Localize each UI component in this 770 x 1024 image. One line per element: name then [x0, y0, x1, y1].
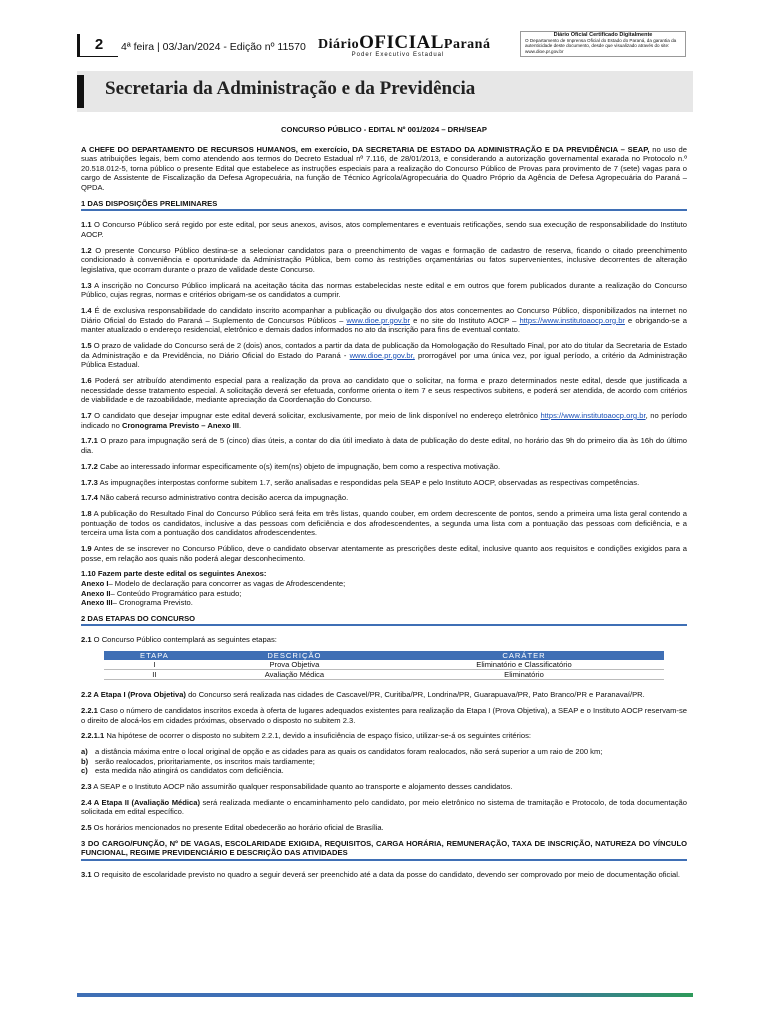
dioe-link[interactable]: www.dioe.pr.gov.br	[346, 315, 411, 325]
item-text: Os horários mencionados no presente Edital obedecerão ao horário oficial de Brasília.	[91, 823, 384, 833]
item-number: 2.3	[81, 781, 92, 791]
item-text: Na hipótese de ocorrer o disposto no subitem 2.2.1, devido a insuficiência de espaço físico, utilizar-se-á os seguintes critérios:	[104, 731, 531, 741]
certification-box	[520, 31, 686, 57]
item-text: .	[239, 420, 242, 430]
list-item	[81, 766, 687, 776]
item-number: 1.8	[81, 509, 92, 519]
anexo-item	[81, 579, 687, 589]
item-number: 1.3	[81, 280, 92, 290]
list-text: serão realocados, prioritariamente, os inscritos mais tardiamente;	[95, 756, 315, 766]
item-2-4	[81, 798, 687, 817]
edition-date: 4ª feira | 03/Jan/2024 - Edição nº 11570	[121, 41, 306, 53]
item-text: A SEAP e o Instituto AOCP não assumirão qualquer responsabilidade quanto ao transporte e alojamento desses candidatos.	[91, 781, 513, 791]
logo-oficial: OFICIAL	[359, 32, 444, 53]
col-descricao: DESCRIÇÃO	[205, 651, 384, 660]
table-row	[104, 670, 664, 680]
item-text: Antes de se inscrever no Concurso Público, deve o candidato observar atentamente as prescrições deste edital, inclusive quanto aos requisitos e condições exigidos para a posse, em relação aos quais não poderá alegar desconhecimento.	[81, 544, 687, 563]
item-text: Não caberá recurso administrativo contra decisão acerca da impugnação.	[97, 493, 349, 503]
item-1-3	[81, 281, 687, 300]
list-marker: a)	[81, 747, 88, 757]
item-number: 1.4	[81, 306, 92, 316]
item-2-2-1	[81, 706, 687, 725]
anexos-list	[81, 569, 687, 607]
item-text: O candidato que desejar impugnar este edital deverá solicitar, exclusivamente, por meio de link disponível no endereço eletrônico	[91, 410, 541, 420]
item-2-3	[81, 782, 687, 792]
item-2-1	[81, 635, 687, 645]
item-number: 2.2	[81, 690, 92, 700]
anexo-item	[81, 598, 687, 608]
section-banner	[77, 71, 693, 112]
item-1-7-1	[81, 436, 687, 455]
item-text: e obrigando-se a manter atualizado o endereço residencial, eletrônico e demais dados informados no ato da inscrição para fins de eventual contato.	[81, 315, 688, 335]
item-number: 2.5	[81, 823, 92, 833]
aocp-link[interactable]: https://www.institutoaocp.org.br	[519, 315, 625, 325]
item-2-5	[81, 823, 687, 833]
section-1-heading: 1 DAS DISPOSIÇÕES PRELIMINARES	[81, 199, 687, 212]
item-text: É de exclusiva responsabilidade do candidato inscrito acompanhar a publicação ou divulgação dos atos concernentes ao Concurso Público, disponibilizados na internet no Diário Oficial do Estado do Paraná – Suplemento de Concursos Públicos –	[81, 306, 687, 325]
item-text: e no site do Instituto AOCP –	[410, 315, 520, 325]
anexo-text: – Conteúdo Programático para estudo;	[110, 588, 242, 598]
item-1-4	[81, 306, 687, 335]
table-cell: II	[104, 670, 205, 680]
anexo-text: – Modelo de declaração para concorrer as vagas de Afrodescendente;	[108, 579, 346, 588]
item-number: 1.6	[81, 376, 92, 385]
item-text: A inscrição no Concurso Público implicará na aceitação tácita das normas estabelecidas neste edital e em outros que forem publicados durante a realização do Concurso Público, cujas regras, normas e critérios obrigam-se os candidatos a cumprir.	[81, 280, 687, 300]
item-text: O Concurso Público será regido por este edital, por seus anexos, avisos, atos complementares e eventuais retificações, sendo sua execução de responsabilidade do Instituto AOCP.	[81, 220, 687, 239]
item-text: O Concurso Público contemplará as seguintes etapas:	[91, 635, 277, 645]
intro-bold: A CHEFE DO DEPARTAMENTO DE RECURSOS HUMANOS, em exercício, DA SECRETARIA DE ESTADO DA ADMINISTRAÇÃO E DA PREVIDÊNCIA – SEAP,	[81, 144, 650, 154]
anexo-label: Anexo I	[81, 579, 109, 588]
item-1-10: 1.10 Fazem parte deste edital os seguintes Anexos:	[81, 569, 267, 579]
item-number: 1.2	[81, 245, 92, 255]
etapas-table	[104, 651, 664, 680]
table-header-row	[104, 651, 664, 660]
item-bold: A Etapa I (Prova Objetiva)	[91, 690, 186, 700]
item-1-1	[81, 220, 687, 239]
item-number: 3.1	[81, 870, 92, 879]
item-text: do Concurso será realizada nas cidades de Cascavel/PR, Curitiba/PR, Londrina/PR, Guarapuava/PR, Pato Branco/PR e Paranavaí/PR.	[185, 690, 645, 700]
item-text: , no período indicado no	[81, 410, 687, 430]
item-number: 1.9	[81, 544, 92, 554]
cert-text: O Departamento de Imprensa Oficial do Estado do Paraná, da garantia da autenticidade deste documento, desde que visualizado através do site: www.dioe.pr.gov.br	[525, 38, 677, 54]
col-etapa: ETAPA	[104, 651, 205, 660]
item-text: O requisito de escolaridade previsto no quadro a seguir deverá ser preenchido até a data da posse do candidato, devendo ser comprovado por meio de documentação oficial.	[91, 870, 681, 879]
intro-paragraph	[81, 145, 687, 193]
anexo-item	[81, 589, 687, 599]
anexo-text: – Cronograma Previsto.	[112, 598, 193, 608]
table-row	[104, 660, 664, 670]
item-1-7	[81, 411, 687, 430]
item-1-6	[81, 376, 687, 405]
anexo-label: Anexo II	[81, 588, 111, 598]
table-cell: Avaliação Médica	[205, 670, 384, 680]
item-number: 1.7.2	[81, 461, 98, 471]
item-number: 2.2.1	[81, 705, 98, 715]
item-text: As impugnações interpostas conforme subitem 1.7, serão analisadas e respondidas pela SEAP e pelo Instituto AOCP, observadas as respectivas competências.	[97, 477, 640, 487]
item-number: 1.7.1	[81, 436, 98, 446]
table-cell: Prova Objetiva	[205, 660, 384, 670]
diario-oficial-logo	[318, 32, 491, 58]
list-item	[81, 757, 687, 767]
item-text: A publicação do Resultado Final do Concurso Público será feita em três listas, quando couber, em ordem decrescente de pontos, sendo a primeira uma lista geral contendo a pontuação de todos os candidatos, inclusive a das pessoas com deficiência e dos afrodescendentes, a segunda uma lista com a pontuação das pessoas com deficiência, e a terceira uma lista com a pontuação dos candidatos afrodescendentes.	[81, 509, 687, 538]
page-number: 2	[77, 34, 118, 57]
item-number: 1.7.4	[81, 493, 98, 503]
col-carater: CARÁTER	[384, 651, 664, 660]
item-number: 1.7	[81, 410, 92, 420]
item-1-5	[81, 341, 687, 370]
intro-text: no uso de suas atribuições legais, bem como atendendo aos termos do Decreto Estadual nº 7.116, de 28/01/2013, e considerando a autorização governamental exarada no Protocolo n.º 20.518.012-5, torna público o presente Edital que estabelece as instruções especiais para a realização do Concurso Público de Provas para provimento de 7 (sete) vagas para o cargo de Assistente de Fiscalização da Defesa Agropecuária, na função de Técnico Agrícola/Agropecuária do Quadro Próprio da Agência de Defesa Agropecuária do Paraná – QPDA.	[81, 144, 687, 192]
item-text: O presente Concurso Público destina-se a selecionar candidatos para o preenchimento de vagas e formação de cadastro de reserva, ficando o citado preenchimento condicionado à conveniência e oportunidade da Administração Pública, bem como às restrições orçamentárias ou fatos supervenientes, inclusive decorrentes de alteração legislativa, que ocorram durante o prazo de validade deste Concurso.	[81, 245, 687, 274]
item-bold: A Etapa II (Avaliação Médica)	[91, 797, 200, 807]
item-bold: Cronograma Previsto – Anexo III	[121, 420, 240, 430]
list-text: esta medida não atingirá os candidatos com deficiência.	[95, 766, 284, 776]
dioe-link[interactable]: www.dioe.pr.gov.br,	[349, 350, 415, 360]
item-text: O prazo para impugnação será de 5 (cinco) dias úteis, a contar do dia útil imediato à data de publicação do deste edital, no horário das 9h do primeiro dia às 16h do último dia.	[81, 436, 687, 455]
footer-bar	[77, 993, 693, 997]
table-cell: Eliminatório	[384, 670, 664, 680]
item-text: Poderá ser atribuído atendimento especial para a realização da prova ao candidato que o solicitar, na forma e prazo determinados neste edital, desde que justificada a necessidade desse tratamento especial. A solicitação deverá ser efetuada, conforme orienta o item 7 e seus respectivos subitens, e poderá ser atendida, de acordo com critérios de viabilidade e de razoabilidade, mediante apreciação da Coordenação do Concurso.	[81, 376, 687, 405]
section-title: Secretaria da Administração e da Previdência	[105, 78, 476, 99]
item-2-2-1-1	[81, 731, 687, 741]
item-1-8	[81, 509, 687, 538]
item-number: 1.1	[81, 220, 92, 230]
table-cell: I	[104, 660, 205, 670]
item-text: O prazo de validade do Concurso será de 2 (dois) anos, contados a partir da data de publicação da Homologação do Resultado Final, por ato do titular da Secretaria de Estado da Administração e da Previdência, no Diário Oficial do Estado do Paraná -	[81, 341, 687, 360]
list-item	[81, 747, 687, 757]
item-number: 1.7.3	[81, 477, 98, 487]
section-3-heading: 3 DO CARGO/FUNÇÃO, Nº DE VAGAS, ESCOLARIDADE EXIGIDA, REQUISITOS, CARGA HORÁRIA, REMUNERAÇÃO, TAXA DE INSCRIÇÃO, NATUREZA DO VÍNCULO FUNCIONAL, REGIME PREVIDENCIÁRIO E DESCRIÇÃO DAS ATIVIDADES	[81, 839, 687, 861]
logo-subtitle: Poder Executivo Estadual	[351, 52, 445, 58]
anexo-label: Anexo III	[81, 598, 113, 608]
aocp-link[interactable]: https://www.institutoaocp.org.br	[540, 410, 646, 420]
item-2-2	[81, 690, 687, 700]
item-number: 2.2.1.1	[81, 731, 105, 741]
item-1-9	[81, 544, 687, 563]
banner-marker	[77, 75, 84, 108]
list-text: a distância máxima entre o local original de opção e as cidades para as quais os candidatos foram realocados, não será superior a um raio de 200 km;	[95, 747, 603, 757]
item-text: prorrogável por uma única vez, por igual período, a critério da Administração Pública Estadual.	[81, 350, 687, 370]
item-1-7-4	[81, 493, 687, 503]
item-text: será realizada mediante o encaminhamento pelo candidato, por meio eletrônico no sistema de tramitação e Protocolo, de toda documentação solicitada em edital específico.	[81, 797, 687, 817]
table-cell: Eliminatório e Classificatório	[384, 660, 664, 670]
item-number: 2.4	[81, 797, 92, 807]
list-marker: c)	[81, 766, 88, 776]
section-2-heading: 2 DAS ETAPAS DO CONCURSO	[81, 614, 687, 627]
logo-parana: Paraná	[443, 37, 491, 52]
logo-diario: Diário	[318, 37, 360, 52]
edital-title: CONCURSO PÚBLICO - EDITAL Nº 001/2024 – DRH/SEAP	[281, 125, 487, 134]
item-3-1	[81, 870, 687, 880]
item-text: Caso o número de candidatos inscritos exceda à oferta de lugares adequados existentes para realização da Etapa I (Prova Objetiva), a SEAP e o Instituto AOCP reservam-se o direito de alocá-los em cidades próximas, observado o disposto no subitem 2.3.	[81, 705, 687, 725]
criterios-list	[81, 747, 687, 776]
list-marker: b)	[81, 756, 89, 766]
cert-title: Diário Oficial Certificado Digitalmente	[553, 32, 653, 38]
item-text: Cabe ao interessado informar especificamente o(s) item(ns) objeto de impugnação, bem como a respectiva motivação.	[97, 461, 501, 471]
item-1-7-3	[81, 478, 687, 488]
item-1-7-2	[81, 462, 687, 472]
item-number: 2.1	[81, 635, 92, 645]
edital-body	[81, 125, 687, 886]
item-number: 1.5	[81, 341, 92, 351]
item-1-2	[81, 246, 687, 275]
